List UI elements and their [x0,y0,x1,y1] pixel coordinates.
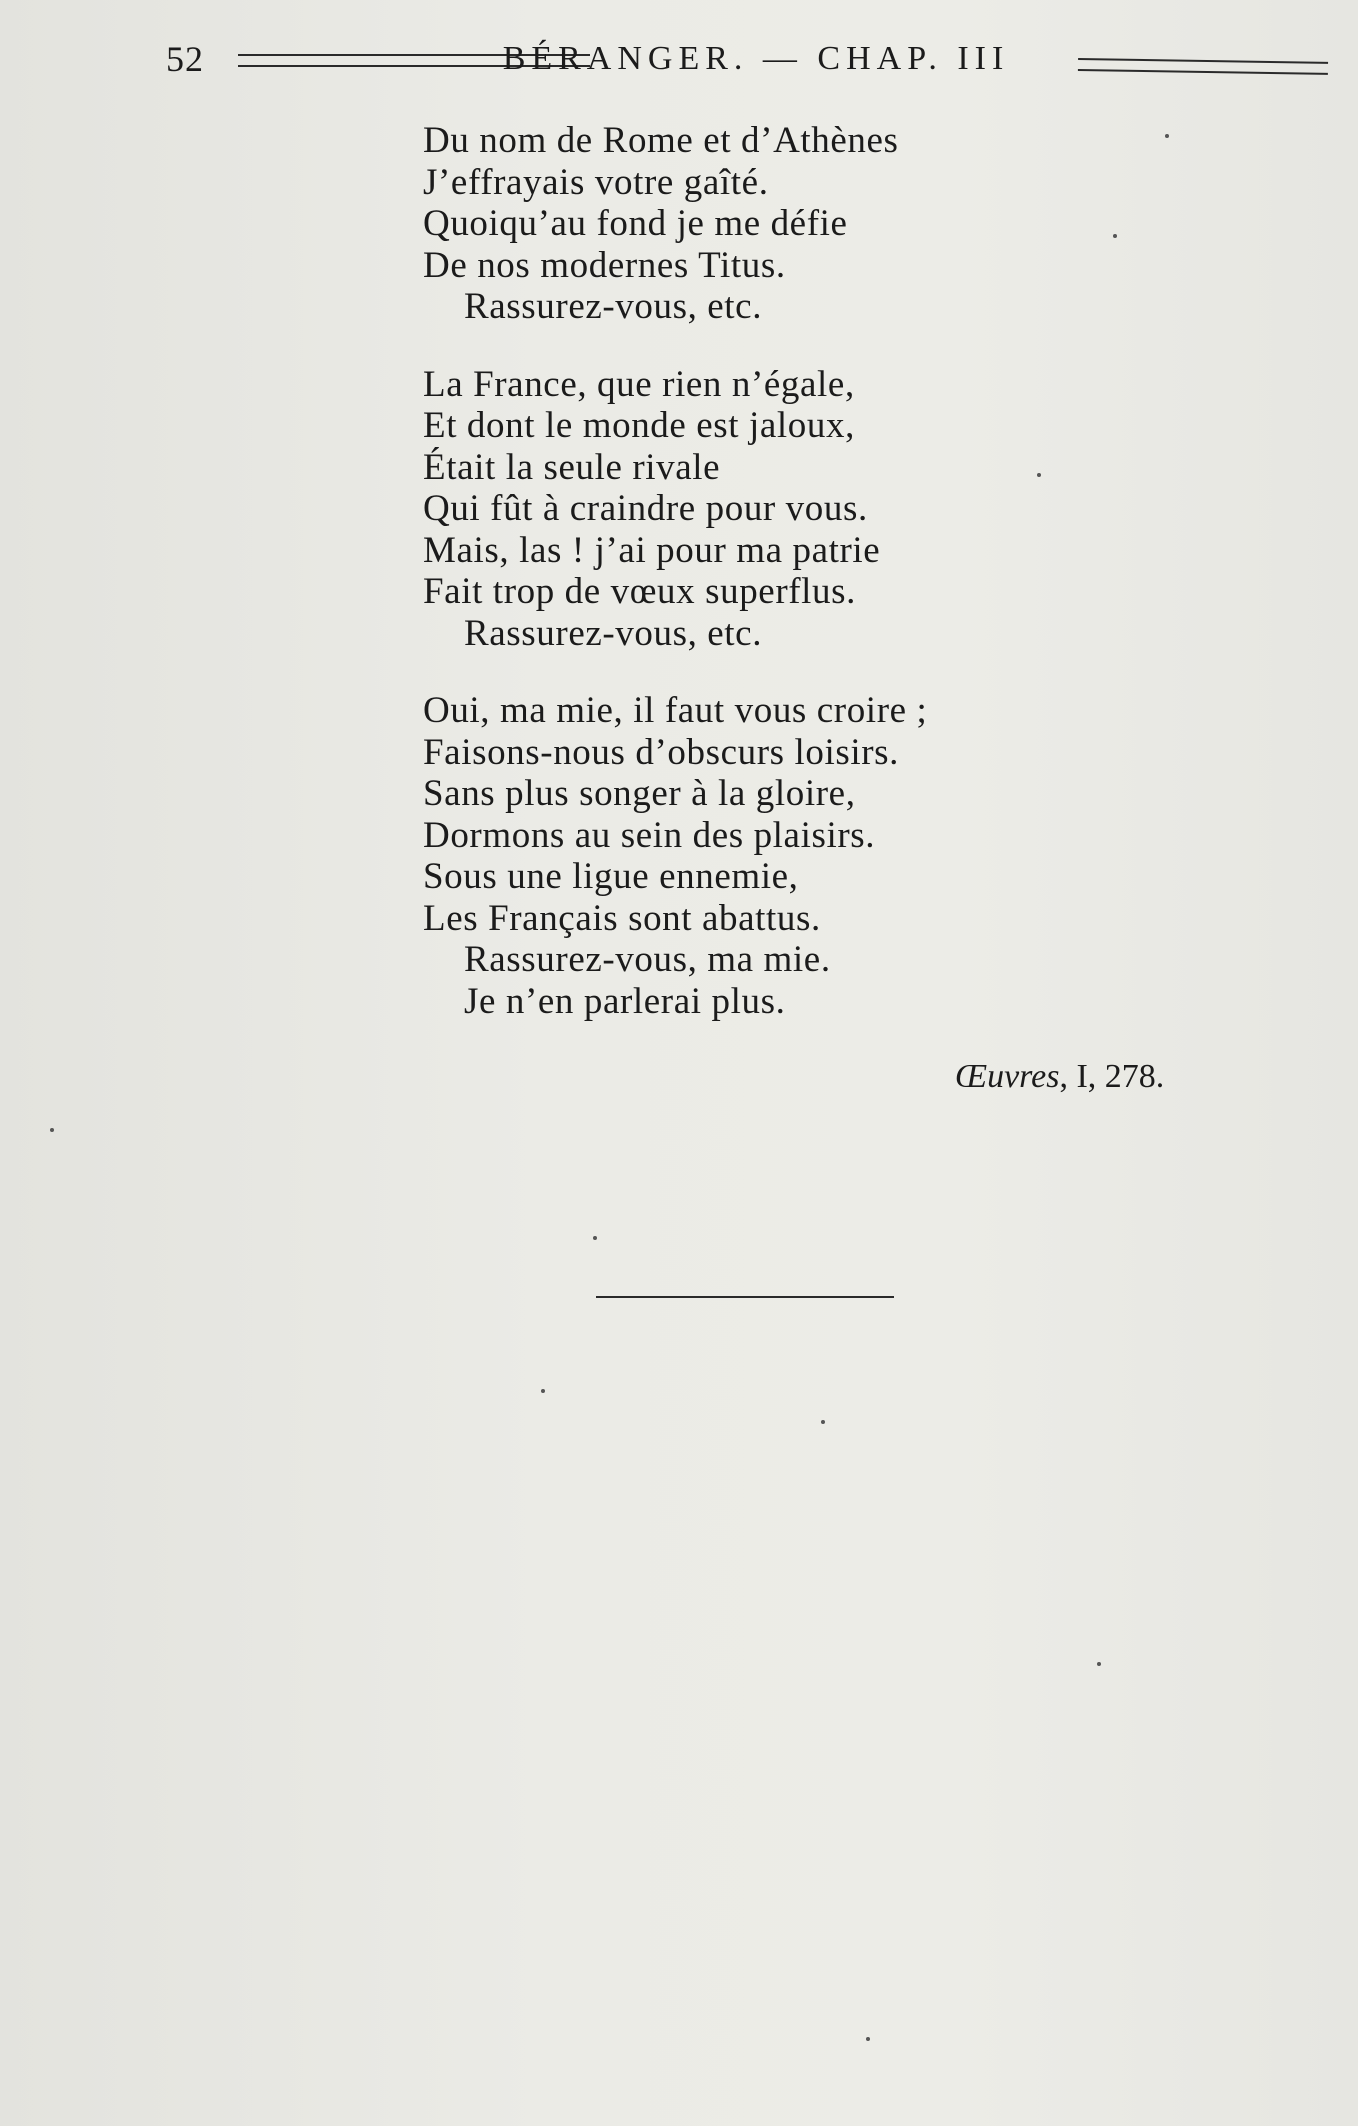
verse-line: Mais, las ! j’ai pour ma patrie [423,529,881,571]
verse-line: Du nom de Rome et d’Athènes [423,120,899,161]
verse-line: Les Français sont abattus. [423,897,821,939]
running-header [166,34,1328,86]
verse-line: Sous une ligue ennemie, [423,856,799,897]
paper-speck [1097,1662,1101,1666]
header-rule-right [1078,58,1328,75]
verse-line: Oui, ma mie, il faut vous croire ; [423,690,928,731]
refrain-line: Rassurez-vous, ma mie. [464,939,831,980]
verse-line: Était la seule rivale [423,446,721,488]
verse-line: Dormons au sein des plaisirs. [423,814,876,856]
verse-line: Qui fût à craindre pour vous. [423,488,868,529]
verse-line: J’effrayais votre gaîté. [423,161,769,203]
refrain-line: Je n’en parlerai plus. [464,980,786,1022]
running-title: BÉRANGER. — CHAP. III [502,40,1010,77]
source-work-title: Œuvres [955,1058,1060,1095]
verse-line: Fait trop de vœux superflus. [423,571,856,612]
poem [423,120,1123,1058]
paper-speck [866,2037,870,2041]
page-number: 52 [166,39,204,79]
paper-speck [1037,473,1041,477]
paper-speck [1113,234,1117,238]
verse-line: La France, que rien n’égale, [423,363,855,405]
paper-speck [50,1128,54,1132]
source-reference: , I, 278. [1059,1058,1165,1095]
verse-line: Faisons-nous d’obscurs loisirs. [423,731,899,773]
stanza [423,120,1123,328]
section-end-rule [596,1296,894,1298]
stanza [423,690,1123,1022]
paper-speck [541,1389,545,1393]
verse-line: Et dont le monde est jaloux, [423,405,855,446]
source-citation [955,1058,1164,1096]
verse-line: Sans plus songer à la gloire, [423,773,856,814]
refrain-line: Rassurez-vous, etc. [464,286,763,327]
paper-speck [593,1236,597,1240]
verse-line: De nos modernes Titus. [423,244,786,286]
stanza [423,364,1123,655]
verse-line: Quoiqu’au fond je me défie [423,203,848,244]
paper-speck [821,1420,825,1424]
refrain-line: Rassurez-vous, etc. [464,612,763,654]
paper-speck [1165,134,1169,138]
